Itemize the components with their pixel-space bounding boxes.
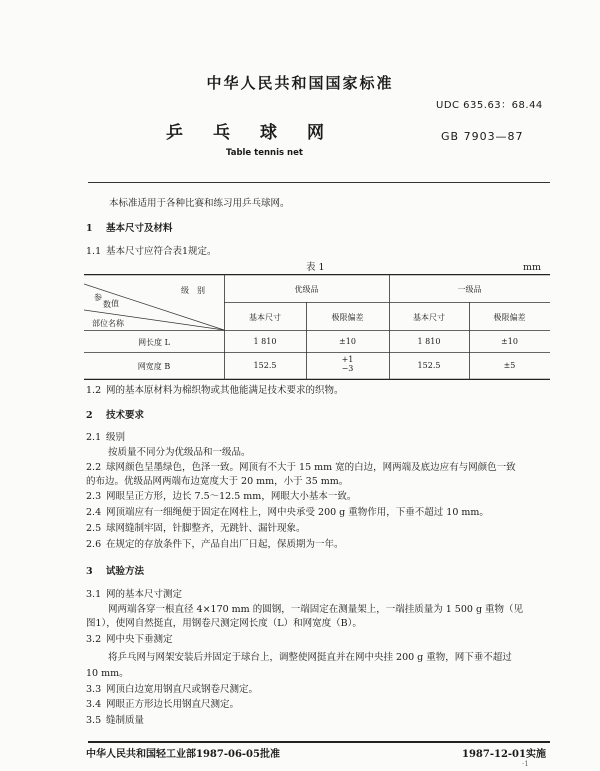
row-length-basic-1: 1 810 [253,337,277,346]
header-basic-size-2: 基本尺寸 [413,313,445,322]
implementation-date: 1987-12-01实施 [462,749,546,760]
clause-3-1-number: 3.1 [86,589,102,600]
approval-line: 中华人民共和国轻工业部1987-06-05批准 [86,749,280,760]
header-first-grade: 一级品 [457,285,482,294]
clause-3-1-text: 网的基本尺寸测定 [106,589,183,600]
row-width-tolerance-1-lower: −3 [341,364,354,373]
clause-3-3-number: 3.3 [86,684,102,695]
row-width-tolerance-2: ±5 [503,361,516,370]
section-2-heading [86,409,144,422]
section-1-heading [86,222,173,235]
row-length-tolerance-2: ±10 [501,337,518,346]
clause-3-2-text: 网中央下垂测定 [106,634,173,645]
clause-1-1-text: 基本尺寸应符合表1规定。 [106,246,217,257]
header-divider [88,182,550,183]
corner-label-part-name: 部位名称 [92,319,124,328]
gb-code: GB 7903—87 [441,130,524,143]
corner-label-param-a: 参 [94,293,102,302]
clause-2-5-text: 球网缝制牢固，针脚整齐，无跳针、漏针现象。 [106,523,306,534]
clause-1-2 [86,384,344,397]
section-2-number: 2 [86,410,93,421]
clause-2-6 [86,538,344,551]
footer-divider [88,741,550,743]
clause-2-1-number: 2.1 [86,432,102,443]
section-1-number: 1 [86,223,93,234]
clause-2-5 [86,522,306,535]
corner-label-param-b: 数 [103,300,111,309]
clause-2-6-number: 2.6 [86,539,102,550]
clause-2-4 [86,506,489,519]
clause-1-2-text: 网的基本原材料为棉织物或其他能满足技术要求的织物。 [106,385,344,396]
row-length-tolerance-1: ±10 [339,337,356,346]
table-unit: mm [523,262,542,273]
clause-2-2-text: 球网颜色呈墨绿色，色泽一致。网顶有不大于 15 mm 宽的白边，网两端及底边应有与网颜色一致 [106,462,516,473]
header-basic-size-1: 基本尺寸 [249,313,281,322]
clause-3-1-body: 网两端各穿一根直径 4×170 mm 的圆钢，一端固定在测量架上，一端挂质量为 1 500 g 重物（见 [108,604,524,615]
clause-1-2-number: 1.2 [86,385,102,396]
clause-3-3-text: 网顶白边宽用钢直尺或钢卷尺测定。 [106,684,259,695]
dimensions-table [84,274,550,380]
clause-1-1 [86,245,217,258]
clause-2-1-text: 级别 [106,432,126,443]
clause-1-1-number: 1.1 [86,246,102,257]
clause-3-2-continued: 10 mm。 [86,668,129,679]
header-tolerance-2: 极限偏差 [493,313,526,322]
page-mark: ·1 [522,760,529,768]
section-3-heading [86,565,144,578]
clause-3-5-text: 缝制质量 [106,715,145,726]
clause-3-2-body: 将乒乓网与网架安装后并固定于球台上，调整使网挺直并在网中央挂 200 g 重物，网下垂不超过 [108,652,512,663]
section-1-title: 基本尺寸及材料 [106,223,173,234]
clause-3-5-number: 3.5 [86,715,102,726]
clause-2-3 [86,490,356,503]
row-width-name: 网宽度 B [137,362,171,371]
document-title: 乒乓球网 [166,123,354,143]
clause-3-4-text: 网眼正方形边长用钢直尺测定。 [106,699,240,710]
clause-2-3-number: 2.3 [86,491,102,502]
row-length-basic-2: 1 810 [417,337,441,346]
standard-title: 中华人民共和国国家标准 [206,74,394,92]
clause-3-5 [86,714,144,727]
row-length-name: 网长度 L [138,338,170,347]
corner-label-param-c: 值 [111,299,119,308]
clause-3-1 [86,588,182,601]
row-width-tolerance-1 [306,355,389,373]
table-caption: 表 1 [306,262,325,273]
clause-3-3 [86,683,258,696]
clause-2-2-continued: 的布边。优级品网两端布边宽度大于 20 mm，小于 35 mm。 [86,476,349,487]
row-width-basic-2: 152.5 [417,361,441,370]
clause-2-3-text: 网眼呈正方形，边长 7.5～12.5 mm，网眼大小基本一致。 [106,491,357,502]
clause-2-6-text: 在规定的存放条件下，产品自出厂日起，保质期为一年。 [106,539,344,550]
clause-2-1-body: 按质量不同分为优级品和一级品。 [108,447,251,458]
udc-code: UDC 635.63：68.44 [436,100,543,111]
row-width-basic-1: 152.5 [253,361,277,370]
section-3-title: 试验方法 [106,566,145,577]
clause-3-2-number: 3.2 [86,634,102,645]
header-premium-grade: 优级品 [294,285,319,294]
clause-2-1 [86,431,125,444]
clause-3-1-continued: 图1），使网自然挺直，用钢卷尺测定网长度（L）和网宽度（B）。 [86,618,362,629]
clause-3-4-number: 3.4 [86,699,102,710]
row-width-tolerance-1-upper: +1 [341,355,354,364]
clause-2-4-number: 2.4 [86,507,102,518]
english-title: Table tennis net [226,148,303,158]
corner-label-grade: 级 别 [181,286,205,295]
intro-text: 本标准适用于各种比赛和练习用乒乓球网。 [109,198,290,209]
clause-2-2-number: 2.2 [86,462,102,473]
clause-3-4 [86,698,239,711]
section-3-number: 3 [86,566,93,577]
clause-2-5-number: 2.5 [86,523,102,534]
header-tolerance-1: 极限偏差 [331,313,364,322]
section-2-title: 技术要求 [106,410,145,421]
clause-2-2 [86,461,516,474]
clause-2-4-text: 网顶端应有一细绳便于固定在网柱上，网中央承受 200 g 重物作用，下垂不超过 10 mm。 [106,507,489,518]
clause-3-2 [86,633,173,646]
